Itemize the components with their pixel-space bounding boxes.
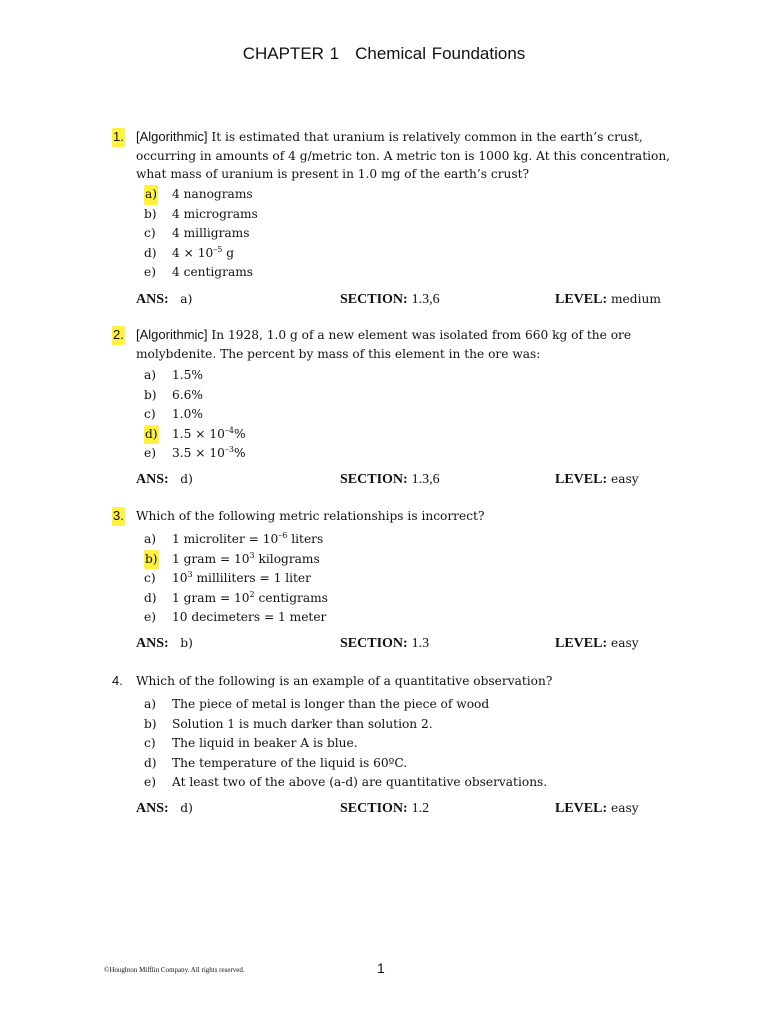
- question-1: [0, 128, 768, 183]
- option-text: 3.5 × 10: [172, 446, 225, 460]
- option-text: 4 nanograms: [172, 187, 253, 201]
- question-text-line: molybdenite. The percent by mass of this element in the ore was:: [136, 347, 541, 361]
- option-text: 1.5%: [172, 368, 203, 382]
- exponent: –6: [278, 531, 288, 540]
- section-value: 1.3,6: [411, 472, 440, 487]
- option-letter: a): [144, 697, 157, 711]
- option-letter: b): [144, 387, 157, 402]
- question-3: [0, 507, 768, 526]
- option-text: 4 centigrams: [172, 265, 254, 279]
- option-letter: d): [144, 245, 157, 260]
- option-text: Solution 1 is much darker than solution 2.: [172, 716, 433, 731]
- answer-row: [0, 472, 768, 492]
- algorithmic-tag: [Algorithmic]: [136, 327, 208, 342]
- option-text: The liquid in beaker A is blue.: [172, 736, 358, 750]
- question-number: 1.: [112, 128, 125, 147]
- exponent: –3: [224, 445, 234, 454]
- option-letter: e): [144, 446, 156, 460]
- level-value: easy: [611, 801, 639, 815]
- option-letter: c): [144, 736, 156, 750]
- exponent: –4: [224, 425, 234, 435]
- option-letter: c): [144, 226, 156, 240]
- option-letter: b): [144, 716, 157, 731]
- ans-value: d): [180, 801, 193, 815]
- ans-label: ANS:: [136, 472, 169, 487]
- option-text-unit: liters: [287, 532, 324, 546]
- option-text: 10: [172, 571, 188, 585]
- option-letter: d): [144, 755, 157, 770]
- option-letter: a): [144, 532, 157, 546]
- option-text: 1 gram = 10: [172, 590, 250, 605]
- answer-row: [0, 636, 768, 656]
- option-text: 1 microliter = 10: [172, 532, 279, 546]
- exponent: 2: [249, 589, 255, 599]
- question-text-line: It is estimated that uranium is relatively common in the earth’s crust,: [211, 130, 643, 144]
- algorithmic-tag: [Algorithmic]: [136, 129, 208, 144]
- chapter-title: [0, 44, 768, 64]
- option-text-unit: centigrams: [254, 590, 328, 605]
- option-text-unit: %: [233, 446, 246, 460]
- level-value: medium: [611, 292, 661, 306]
- option-text: At least two of the above (a-d) are quantitative observations.: [172, 775, 548, 789]
- option-text-unit: kilograms: [254, 551, 320, 566]
- section-label: SECTION:: [340, 292, 408, 307]
- option-text-unit: milliliters = 1 liter: [192, 571, 311, 585]
- ans-label: ANS:: [136, 801, 169, 816]
- ans-value: b): [180, 636, 193, 650]
- question-2: [0, 326, 768, 363]
- option-letter: e): [144, 265, 156, 279]
- page-number: 1: [377, 960, 385, 976]
- question-number: 2.: [112, 326, 125, 345]
- chapter-number: CHAPTER 1: [242, 44, 340, 63]
- answer-row: [0, 801, 768, 821]
- option-text-unit: %: [233, 426, 246, 441]
- copyright-notice: ©Houghton Mifflin Company. All rights reserved.: [104, 966, 245, 974]
- option-letter: d): [144, 425, 159, 445]
- option-text: The piece of metal is longer than the piece of wood: [172, 697, 490, 711]
- option-text: 6.6%: [172, 387, 203, 402]
- option-letter: a): [144, 185, 158, 205]
- exponent: 3: [187, 570, 193, 579]
- chapter-name: Chemical Foundations: [355, 44, 526, 63]
- level-label: LEVEL:: [555, 292, 608, 307]
- option-text: 1.0%: [172, 407, 203, 421]
- answer-row: [0, 292, 768, 312]
- option-text: 4 micrograms: [172, 206, 258, 221]
- option-text: 1 gram = 10: [172, 551, 250, 566]
- question-text-line: Which of the following metric relationships is incorrect?: [136, 509, 485, 523]
- exponent: –5: [213, 244, 223, 254]
- option-text: 4 milligrams: [172, 226, 250, 240]
- ans-label: ANS:: [136, 292, 169, 307]
- option-letter: a): [144, 368, 157, 382]
- ans-value: a): [180, 292, 193, 306]
- question-text-line: Which of the following is an example of a quantitative observation?: [136, 674, 553, 688]
- question-text-line: In 1928, 1.0 g of a new element was isolated from 660 kg of the ore: [211, 328, 632, 342]
- option-letter: e): [144, 610, 156, 624]
- question-number: 3.: [112, 507, 125, 526]
- option-letter: c): [144, 407, 156, 421]
- section-value: 1.3,6: [411, 292, 440, 307]
- level-label: LEVEL:: [555, 636, 608, 651]
- level-value: easy: [611, 472, 639, 486]
- exponent: 3: [249, 550, 255, 560]
- option-text: 4 × 10: [172, 245, 214, 260]
- option-text: The temperature of the liquid is 60ºC.: [172, 755, 408, 770]
- section-value: 1.2: [411, 801, 430, 816]
- option-letter: e): [144, 775, 156, 789]
- section-label: SECTION:: [340, 636, 408, 651]
- section-label: SECTION:: [340, 801, 408, 816]
- level-label: LEVEL:: [555, 472, 608, 487]
- option-text-unit: g: [222, 245, 235, 260]
- level-label: LEVEL:: [555, 801, 608, 816]
- question-number: 4.: [112, 673, 123, 688]
- option-text: 10 decimeters = 1 meter: [172, 610, 327, 624]
- section-value: 1.3: [411, 636, 430, 651]
- question-4: [0, 672, 768, 691]
- level-value: easy: [611, 636, 639, 650]
- option-text: 1.5 × 10: [172, 426, 225, 441]
- option-letter: b): [144, 550, 159, 570]
- question-text-line: occurring in amounts of 4 g/metric ton. A metric ton is 1000 kg. At this concentration,: [136, 149, 671, 163]
- question-text-line: what mass of uranium is present in 1.0 mg of the earth’s crust?: [136, 167, 530, 181]
- option-letter: d): [144, 590, 157, 605]
- ans-value: d): [180, 472, 193, 486]
- ans-label: ANS:: [136, 636, 169, 651]
- option-letter: b): [144, 206, 157, 221]
- section-label: SECTION:: [340, 472, 408, 487]
- option-letter: c): [144, 571, 156, 585]
